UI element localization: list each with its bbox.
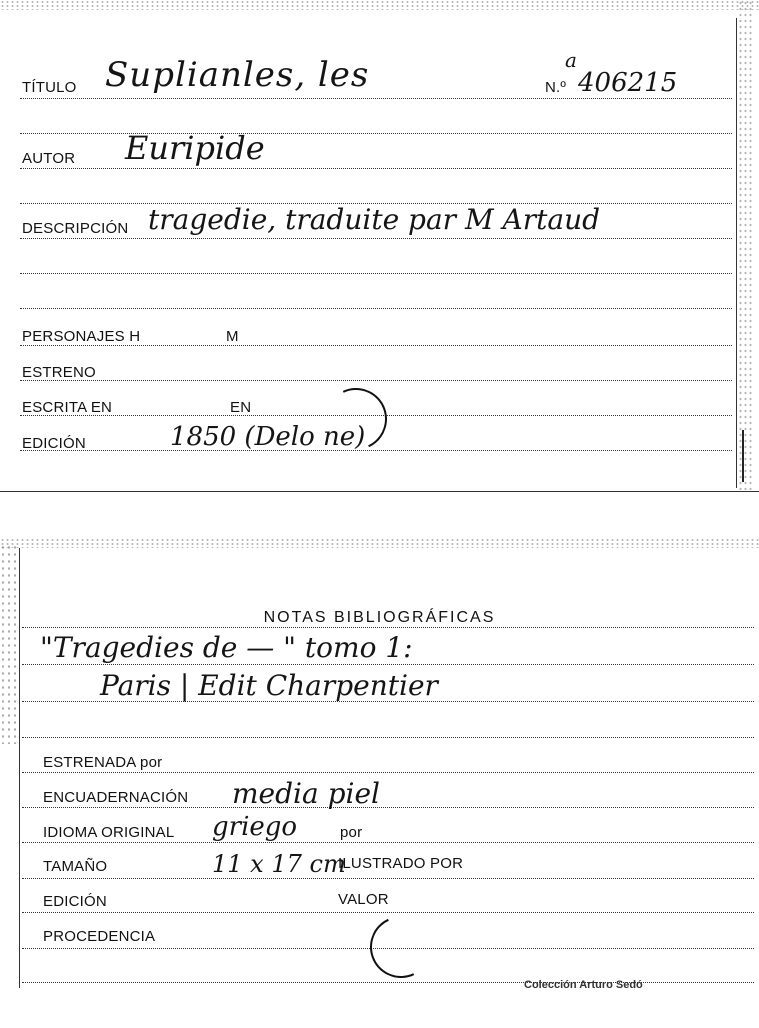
rule bbox=[20, 273, 732, 274]
rule-titulo bbox=[20, 98, 732, 99]
label-personajes-h: PERSONAJES H bbox=[22, 328, 141, 345]
rule bbox=[22, 982, 754, 983]
rule-estrenada bbox=[22, 772, 754, 773]
value-encuadernacion: media piel bbox=[232, 777, 380, 810]
label-estrenada: ESTRENADA por bbox=[43, 754, 163, 771]
rule-estreno bbox=[20, 380, 732, 381]
card-edge-top bbox=[0, 0, 759, 10]
rule-tamano bbox=[22, 878, 754, 879]
collection-credit: Colección Arturo Sedó bbox=[524, 979, 643, 991]
value-numero: 406215 bbox=[578, 68, 678, 98]
rule-descripcion bbox=[20, 238, 732, 239]
label-ilustrado: ILUSTRADO POR bbox=[338, 855, 464, 872]
label-encuadernacion: ENCUADERNACIÓN bbox=[43, 789, 189, 806]
value-idioma: griego bbox=[212, 812, 298, 842]
value-tamano: 11 x 17 cm bbox=[212, 850, 346, 878]
label-escrita-en: ESCRITA EN bbox=[22, 399, 113, 416]
catalog-card-front bbox=[0, 0, 759, 495]
label-idioma: IDIOMA ORIGINAL bbox=[43, 824, 175, 841]
rule-edicion bbox=[20, 450, 732, 451]
value-edicion: 1850 (Delo ne) bbox=[170, 422, 366, 452]
label-por: por bbox=[340, 824, 363, 841]
rule bbox=[22, 627, 754, 628]
notas-line-2: Paris | Edit Charpentier bbox=[100, 669, 438, 702]
label-procedencia: PROCEDENCIA bbox=[43, 928, 156, 945]
card-edge-right bbox=[738, 0, 752, 490]
value-autor: Euripide bbox=[125, 129, 265, 167]
card-border-right bbox=[736, 18, 737, 488]
rule-autor bbox=[20, 168, 732, 169]
rule bbox=[22, 737, 754, 738]
rule-edicion bbox=[22, 912, 754, 913]
rule bbox=[20, 308, 732, 309]
label-edicion: EDICIÓN bbox=[43, 893, 107, 910]
card-edge-top bbox=[0, 538, 759, 548]
label-estreno: ESTRENO bbox=[22, 364, 96, 381]
label-descripcion: DESCRIPCIÓN bbox=[22, 220, 129, 237]
label-titulo: TÍTULO bbox=[22, 79, 77, 96]
label-tamano: TAMAÑO bbox=[43, 858, 108, 875]
notas-title: NOTAS BIBLIOGRÁFICAS bbox=[263, 609, 496, 626]
label-en: EN bbox=[230, 399, 252, 416]
card-edge-mark bbox=[742, 430, 744, 482]
label-valor: VALOR bbox=[338, 891, 389, 908]
rule-idioma bbox=[22, 842, 754, 843]
ink-stamp-mark bbox=[361, 907, 440, 986]
card-divider bbox=[0, 491, 759, 492]
notas-line-1: "Tragedies de — " tomo 1: bbox=[40, 631, 413, 664]
label-autor: AUTOR bbox=[22, 150, 76, 167]
label-edicion: EDICIÓN bbox=[22, 435, 86, 452]
label-personajes-m: M bbox=[226, 328, 239, 345]
rule-personajes bbox=[20, 345, 732, 346]
label-numero: N.º bbox=[545, 79, 567, 96]
card-edge-left bbox=[0, 544, 18, 744]
value-descripcion: tragedie, traduite par M Artaud bbox=[148, 203, 601, 236]
rule bbox=[22, 664, 754, 665]
rule-encuadernacion bbox=[22, 807, 754, 808]
catalog-card-back bbox=[0, 538, 759, 1028]
value-numero-sup: a bbox=[565, 48, 577, 72]
value-titulo: Suplianles, les bbox=[105, 55, 370, 95]
